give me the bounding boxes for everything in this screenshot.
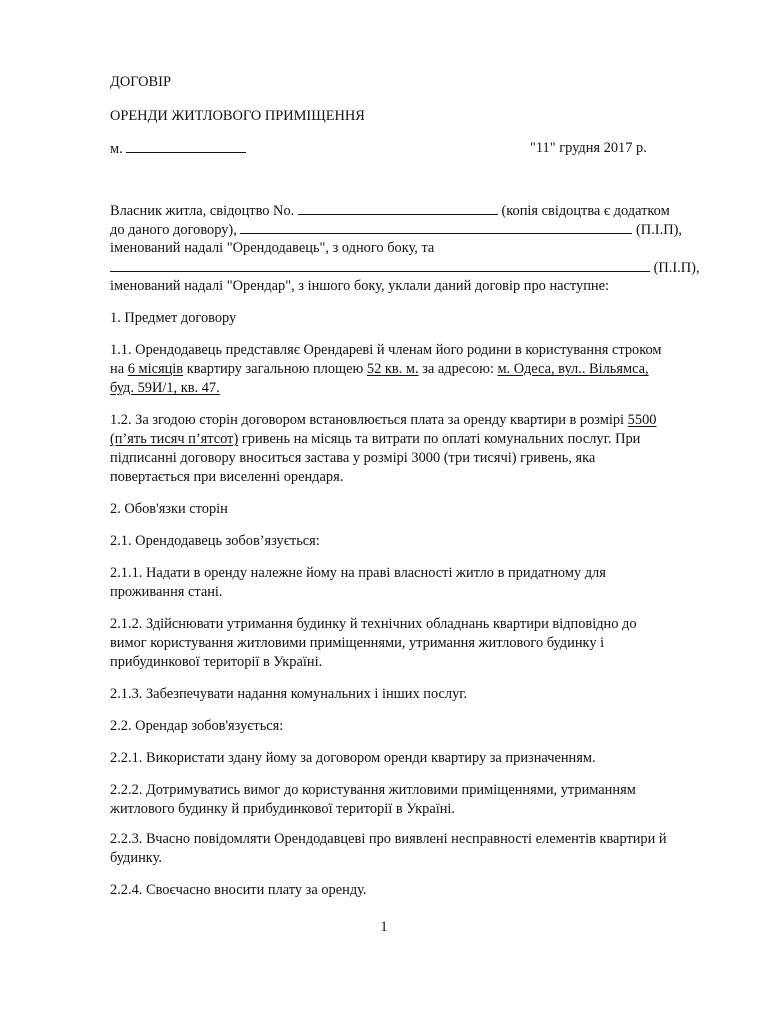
clause-1-1-line-1: 1.1. Орендодавець представляє Орендареві й членам його родини в користування строком [110,342,662,358]
parties-line-5: іменований надалі "Орендар", з іншого боку, уклали даний договір про наступне: [110,278,610,294]
clause-2-2-2-line-2: житлового будинку й прибудинкової території в Україні. [110,801,456,817]
clause-2-1-1-line-1: 2.1.1. Надати в оренду належне йому на праві власності житло в придатному для [110,565,606,581]
clause-2-1-2-line-2: вимог користування житловими приміщеннями, утримання житлового будинку і [110,635,605,651]
clause-text: 1.2. За згодою сторін договором встановлюється плата за оренду квартири в розмірі [110,412,625,428]
clause-text: за адресою: [422,361,494,377]
clause-text: гривень на місяць та витрати по оплаті комунальних послуг. При [241,431,641,447]
clause-2-1-2-line-1: 2.1.2. Здійснювати утримання будинку й технічних обладнань квартири відповідно до [110,616,637,632]
clause-1-2-line-2 [110,430,640,450]
rent-amount: 5500 [627,412,657,428]
parties-text: до даного договору), [110,222,237,238]
parties-text: Власник житла, свідоцтво No. [110,203,295,219]
parties-text: (копія свідоцтва є додатком [501,203,670,219]
contract-date: "11" грудня 2017 р. [530,140,647,156]
clause-2-2-3-line-1: 2.2.3. Вчасно повідомляти Орендодавцеві про виявлені несправності елементів квартири й [110,831,667,847]
parties-text: (П.І.П), [636,222,682,238]
clause-text: квартиру загальною площею [186,361,364,377]
city-line [110,139,246,160]
clause-1-2-line-1 [110,411,656,431]
certificate-blank [298,201,498,215]
clause-1-1-line-2 [110,360,649,380]
apartment-area: 52 кв. м. [366,361,419,377]
tenant-name-blank [110,258,650,272]
city-blank [126,139,246,153]
clause-1-2-line-3: підписанні договору вноситься застава у розмірі 3000 (три тисячі) гривень, яка [110,450,596,466]
parties-text: (П.І.П), [653,260,700,276]
rental-term: 6 місяців [127,361,184,377]
clause-2-2-4: 2.2.4. Своєчасно вносити плату за оренду. [110,882,367,898]
section-2-heading: 2. Обов'язки сторін [110,501,228,517]
clause-1-2-line-4: повертається при виселенні орендаря. [110,469,344,485]
parties-line-3: іменований надалі "Орендодавець", з одного боку, та [110,240,435,256]
clause-2-2-2-line-1: 2.2.2. Дотримуватись вимог до користування житловими приміщеннями, утриманням [110,782,636,798]
page-number: 1 [380,919,388,935]
document-title: ДОГОВІР [110,74,171,90]
clause-2-2: 2.2. Орендар зобов'язується: [110,718,284,734]
apartment-address-cont: буд. 59И/1, кв. 47. [110,380,220,396]
rent-amount-words: (п’ять тисяч п’ятсот) [110,431,239,447]
section-1-heading: 1. Предмет договору [110,310,237,326]
clause-2-1: 2.1. Орендодавець зобов’язується: [110,533,320,549]
parties-line-2 [110,220,682,241]
clause-text: на [110,361,125,377]
clause-1-1-line-3 [110,379,220,399]
landlord-name-blank [240,220,632,234]
clause-2-1-2-line-3: прибудинкової території в Україні. [110,654,323,670]
clause-2-2-3-line-2: будинку. [110,850,162,866]
parties-line-4 [110,258,700,279]
clause-2-2-1: 2.2.1. Використати здану йому за договором оренди квартиру за призначенням. [110,750,596,766]
parties-line-1 [110,201,670,222]
document-subtitle: ОРЕНДИ ЖИТЛОВОГО ПРИМІЩЕННЯ [110,108,365,124]
clause-2-1-3: 2.1.3. Забезпечувати надання комунальних і інших послуг. [110,686,468,702]
city-prefix: м. [110,141,123,157]
apartment-address: м. Одеса, вул.. Вільямса, [497,361,649,377]
clause-2-1-1-line-2: проживання стані. [110,584,223,600]
